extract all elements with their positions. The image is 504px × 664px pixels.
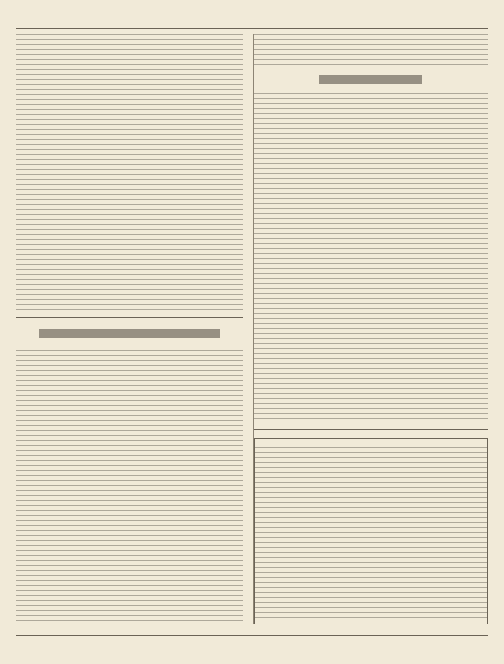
text-block bbox=[254, 34, 489, 69]
text-block bbox=[16, 350, 243, 624]
section-heading bbox=[39, 329, 220, 338]
text-columns bbox=[16, 34, 488, 624]
column-right bbox=[253, 34, 489, 624]
page-header bbox=[16, 14, 488, 29]
riddle-box bbox=[254, 438, 489, 624]
text-block bbox=[254, 93, 489, 423]
page-footer bbox=[16, 635, 488, 650]
section-divider bbox=[254, 429, 489, 430]
text-block bbox=[255, 447, 488, 618]
section-heading bbox=[319, 75, 422, 84]
section-divider bbox=[16, 317, 243, 318]
column-left bbox=[16, 34, 243, 624]
text-block bbox=[16, 34, 243, 311]
